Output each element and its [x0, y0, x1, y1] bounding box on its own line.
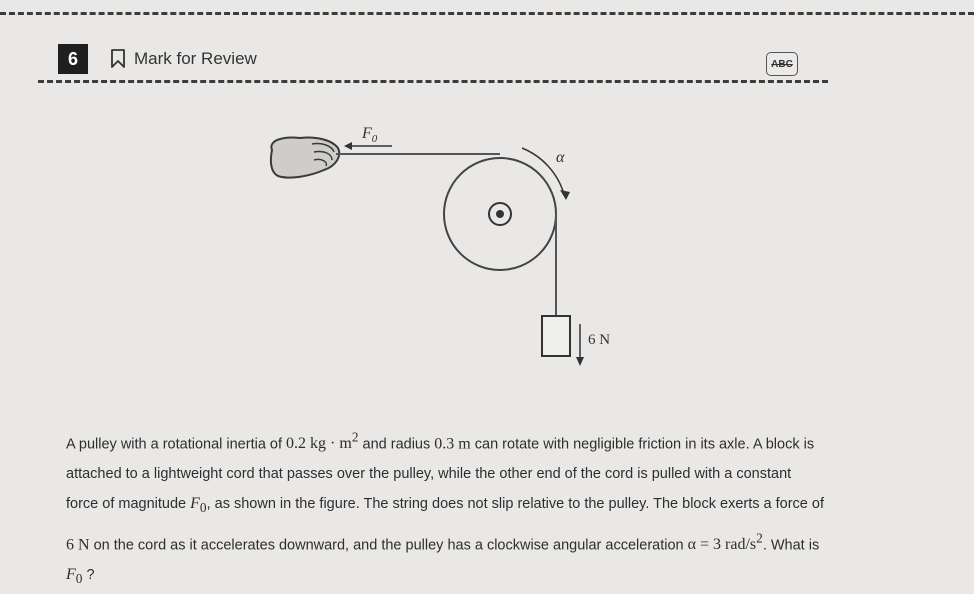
pulley-figure: [260, 110, 680, 380]
force-label: $F_0$: [362, 125, 378, 145]
math-force-2: $F_0$: [66, 565, 83, 587]
question-number: 6: [58, 44, 88, 74]
alpha-arrowhead: [560, 190, 570, 200]
math-alpha: α = 3 rad/$s^2$: [687, 530, 763, 553]
header-divider: [38, 80, 828, 83]
question-header: [38, 40, 828, 78]
text-segment: A pulley with a rotational inertia of: [66, 436, 287, 453]
bookmark-icon: [110, 49, 126, 69]
text-segment: on the cord as it accelerates downward, and the pulley has a clockwise angular acceleration: [89, 536, 688, 553]
force-arrow: [344, 142, 392, 150]
text-segment: , as shown in the figure. The string does not slip relative to the pulley. The block exerts a force of: [206, 496, 824, 513]
weight-label: 6 N: [588, 332, 611, 348]
question-text: [66, 423, 826, 594]
top-divider: [0, 12, 974, 15]
mark-for-review-label: Mark for Review: [134, 49, 257, 68]
alpha-label: α: [556, 149, 565, 166]
axle-dot: [496, 210, 504, 218]
math-force: $F_0$: [190, 495, 207, 516]
text-segment: and radius: [358, 436, 435, 453]
text-segment: . What is: [762, 536, 820, 553]
mark-for-review-button[interactable]: [110, 47, 257, 71]
weight-arrow: [576, 324, 584, 366]
hand-icon: [271, 137, 339, 177]
math-inertia: 0.2 kg · $m^2$: [286, 430, 359, 453]
text-segment: ?: [82, 566, 95, 583]
hanging-block: [542, 316, 570, 356]
math-radius: 0.3 m: [434, 435, 471, 453]
abc-label: ABC: [771, 58, 793, 70]
math-6n: 6 N: [66, 535, 90, 553]
answer-eliminator-button[interactable]: [766, 52, 798, 76]
text-segment: can rotate with negligible friction in its axle. A block is attached to a lightweight cord that passes over the pulley, while the other end of the cord is pulled with a constant force of magnitude: [66, 436, 815, 513]
